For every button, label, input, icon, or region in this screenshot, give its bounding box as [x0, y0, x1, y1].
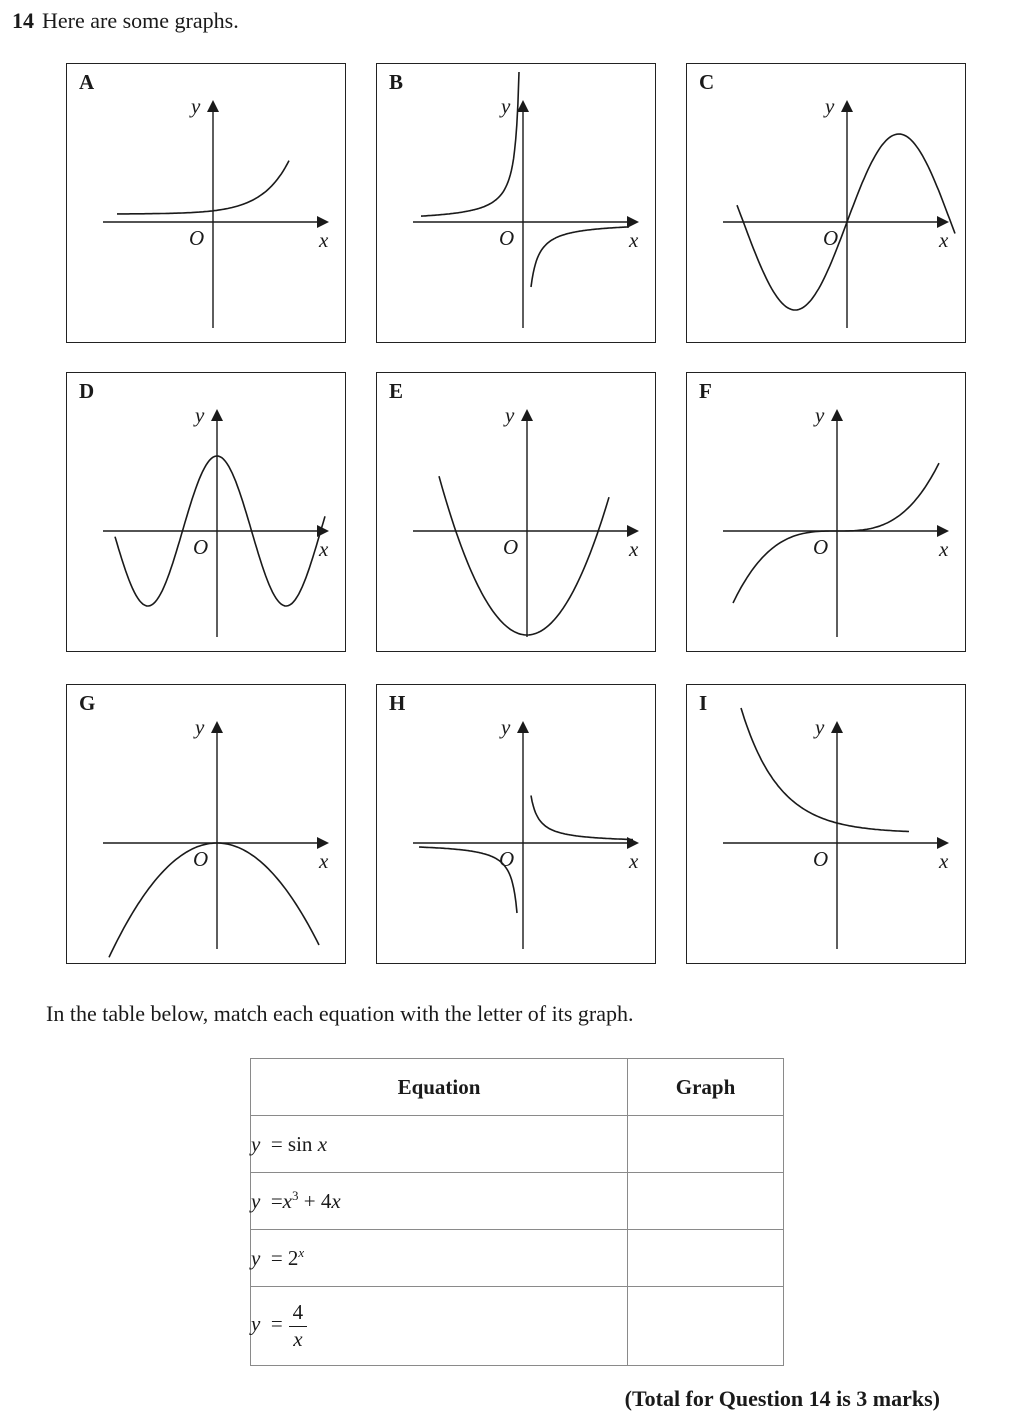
graph-letter: F — [699, 379, 712, 403]
graph-d — [66, 372, 346, 652]
y-axis-label: y — [815, 403, 825, 427]
x-axis-label: x — [319, 849, 329, 873]
graph-letter: C — [699, 70, 715, 94]
equation-cell: y = $\frac{4}{x}$ — [251, 1287, 628, 1366]
graph-letter: B — [389, 70, 404, 94]
y-axis-label: y — [195, 403, 205, 427]
question-header — [12, 8, 239, 34]
origin-label: O — [189, 226, 205, 250]
question-intro: Here are some graphs. — [42, 8, 239, 33]
graph-curve — [419, 796, 633, 914]
table-row — [251, 1173, 784, 1230]
graph-curve — [109, 843, 319, 957]
table-row — [251, 1116, 784, 1173]
instruction-text: In the table below, match each equation with the letter of its graph. — [46, 1001, 634, 1026]
match-table — [250, 1058, 784, 1366]
y-axis-label: y — [505, 403, 515, 427]
origin-label: O — [813, 535, 829, 559]
graph-answer-cell[interactable] — [628, 1116, 784, 1173]
y-axis-label: y — [501, 94, 511, 118]
graph-answer-cell[interactable] — [628, 1287, 784, 1366]
graph-answer-cell[interactable] — [628, 1230, 784, 1287]
graph-answer-cell[interactable] — [628, 1173, 784, 1230]
y-axis-label: y — [191, 94, 201, 118]
graph-f-plot — [687, 373, 967, 653]
graph-b-plot — [377, 64, 657, 344]
graph-a-plot — [67, 64, 347, 344]
graph-curve — [439, 476, 609, 635]
origin-label: O — [499, 847, 515, 871]
y-axis-label: y — [815, 715, 825, 739]
total-marks: (Total for Question 14 is 3 marks) — [624, 1386, 940, 1411]
graph-i — [686, 684, 966, 964]
y-axis-label: y — [825, 94, 835, 118]
x-axis-label: x — [939, 849, 949, 873]
x-axis-label: x — [629, 537, 639, 561]
graph-letter: G — [79, 691, 96, 715]
table-header-row — [251, 1059, 784, 1116]
question-number: 14 — [12, 8, 34, 33]
graph-a — [66, 63, 346, 343]
origin-label: O — [823, 226, 839, 250]
origin-label: O — [813, 847, 829, 871]
graph-h — [376, 684, 656, 964]
origin-label: O — [503, 535, 519, 559]
equation-header: Equation — [251, 1059, 628, 1116]
graph-letter: E — [389, 379, 404, 403]
origin-label: O — [193, 847, 209, 871]
fraction: $\frac{4}{x}$ — [289, 1300, 308, 1351]
equation-cell: y = sin x — [251, 1116, 628, 1173]
x-axis-label: x — [629, 228, 639, 252]
origin-label: O — [193, 535, 209, 559]
x-axis-label: x — [319, 537, 329, 561]
graph-i-plot — [687, 685, 967, 965]
y-axis-label: y — [501, 715, 511, 739]
graph-f — [686, 372, 966, 652]
graph-curve — [741, 708, 909, 832]
y-axis-label: y — [195, 715, 205, 739]
graph-letter: H — [389, 691, 406, 715]
table-row — [251, 1287, 784, 1366]
x-axis-label: x — [319, 228, 329, 252]
x-axis-label: x — [939, 537, 949, 561]
equation-cell: $y = 2^x$ — [251, 1230, 628, 1287]
graph-e — [376, 372, 656, 652]
graph-letter: A — [79, 70, 95, 94]
graph-d-plot — [67, 373, 347, 653]
graph-curve — [117, 161, 289, 214]
x-axis-label: x — [939, 228, 949, 252]
graph-e-plot — [377, 373, 657, 653]
graph-c — [686, 63, 966, 343]
graph-g-plot — [67, 685, 347, 965]
origin-label: O — [499, 226, 515, 250]
graph-g — [66, 684, 346, 964]
x-axis-label: x — [629, 849, 639, 873]
graph-letter: D — [79, 379, 95, 403]
graph-letter: I — [699, 691, 708, 715]
table-row — [251, 1230, 784, 1287]
graph-curve — [733, 463, 939, 603]
equation-cell: $y =x^3 + 4x$ — [251, 1173, 628, 1230]
graph-header: Graph — [628, 1059, 784, 1116]
graph-b — [376, 63, 656, 343]
graph-h-plot — [377, 685, 657, 965]
